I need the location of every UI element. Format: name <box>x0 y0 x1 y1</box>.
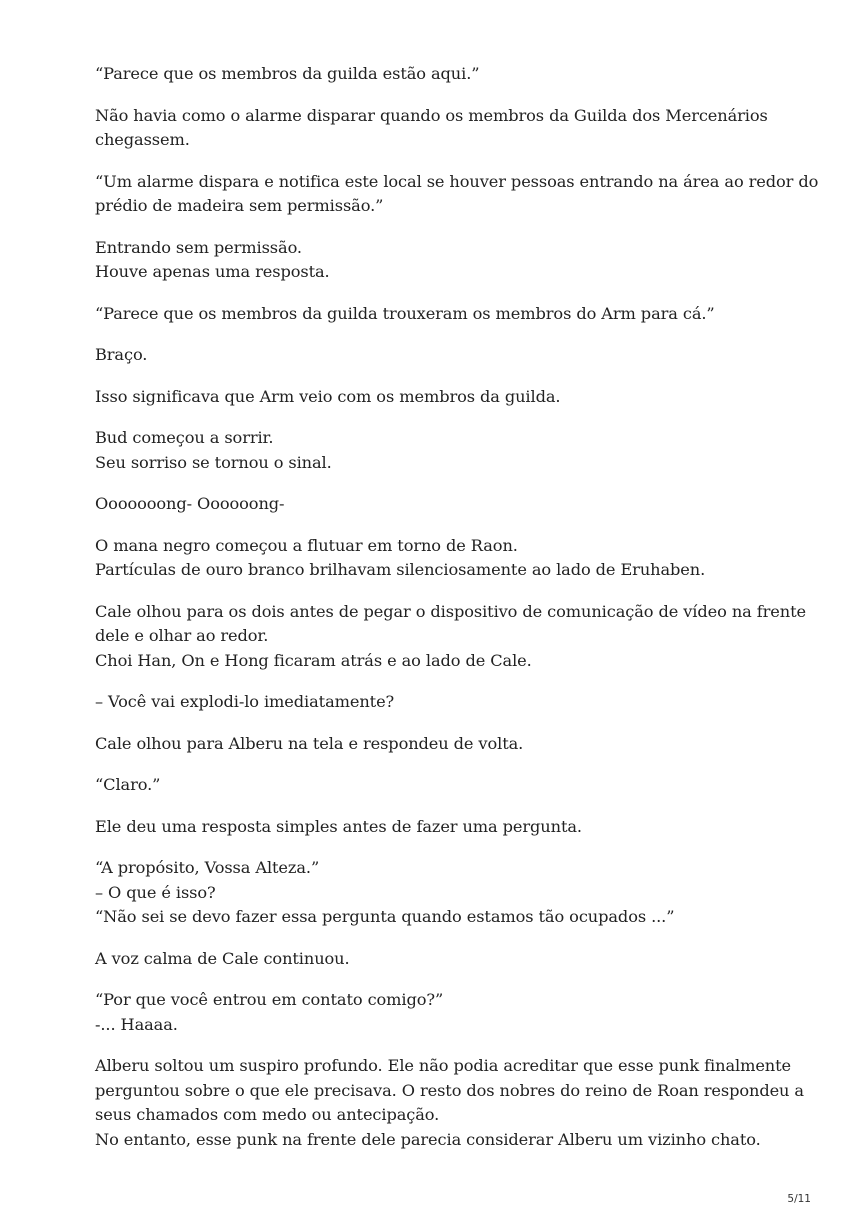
paragraph <box>95 600 806 674</box>
text-line: A voz calma de Cale continuou. <box>95 948 350 968</box>
text-line: -... Haaaa. <box>95 1014 178 1034</box>
text-line: Entrando sem permissão. <box>95 237 302 257</box>
text-line: Braço. <box>95 345 148 364</box>
text-line: Cale olhou para os dois antes de pegar o dispositivo de comunicação de vídeo na frente <box>95 601 806 621</box>
text-line: prédio de madeira sem permissão.” <box>95 196 384 215</box>
text-line: Isso significava que Arm veio com os membros da guilda. <box>95 386 561 406</box>
paragraph <box>95 385 795 410</box>
text-line: seus chamados com medo ou antecipação. <box>95 1105 440 1124</box>
text-line: Houve apenas uma resposta. <box>95 262 330 281</box>
paragraph <box>95 236 795 285</box>
paragraph <box>95 302 795 327</box>
text-line: “Não sei se devo fazer essa pergunta quando estamos tão ocupados ...” <box>95 907 675 926</box>
text-line: Seu sorriso se tornou o sinal. <box>95 452 332 472</box>
paragraph <box>95 773 795 798</box>
text-line: Bud começou a sorrir. <box>95 428 274 447</box>
text-line: O mana negro começou a flutuar em torno de Raon. <box>95 535 518 555</box>
text-line: Ele deu uma resposta simples antes de fazer uma pergunta. <box>95 816 582 836</box>
text-line: “Claro.” <box>95 775 161 794</box>
text-line: “Por que você entrou em contato comigo?” <box>95 990 444 1009</box>
paragraph <box>95 104 795 153</box>
paragraph <box>95 426 795 475</box>
paragraph <box>95 690 795 715</box>
paragraph <box>95 170 819 219</box>
document-body <box>95 62 819 1169</box>
text-line: Choi Han, On e Hong ficaram atrás e ao lado de Cale. <box>95 650 532 670</box>
text-line: perguntou sobre o que ele precisava. O resto dos nobres do reino de Roan respondeu a <box>95 1080 804 1100</box>
text-line: Partículas de ouro branco brilhavam silenciosamente ao lado de Eruhaben. <box>95 560 706 579</box>
text-line: dele e olhar ao redor. <box>95 626 269 645</box>
text-line: Alberu soltou um suspiro profundo. Ele não podia acreditar que esse punk finalmente <box>95 1056 792 1075</box>
text-line: chegassem. <box>95 130 190 149</box>
text-line: Não havia como o alarme disparar quando os membros da Guilda dos Mercenários <box>95 105 768 125</box>
paragraph <box>95 534 795 583</box>
paragraph <box>95 988 795 1037</box>
text-line: No entanto, esse punk na frente dele parecia considerar Alberu um vizinho chato. <box>95 1129 761 1149</box>
text-line: Ooooooong- Oooooong- <box>95 494 285 513</box>
text-line: “Parece que os membros da guilda trouxeram os membros do Arm para cá.” <box>95 303 715 323</box>
page-number: 5/11 <box>787 1193 811 1205</box>
paragraph <box>95 856 795 930</box>
paragraph <box>95 1054 804 1152</box>
text-line: – O que é isso? <box>95 882 216 902</box>
paragraph <box>95 815 795 840</box>
text-line: – Você vai explodi-lo imediatamente? <box>95 692 395 711</box>
text-line: “Parece que os membros da guilda estão aqui.” <box>95 64 480 83</box>
paragraph <box>95 62 795 87</box>
paragraph <box>95 947 795 972</box>
paragraph <box>95 732 795 757</box>
paragraph <box>95 492 795 517</box>
paragraph <box>95 343 795 368</box>
text-line: “Um alarme dispara e notifica este local se houver pessoas entrando na área ao redor do <box>95 171 819 191</box>
text-line: Cale olhou para Alberu na tela e respondeu de volta. <box>95 733 524 753</box>
text-line: “A propósito, Vossa Alteza.” <box>95 858 320 877</box>
